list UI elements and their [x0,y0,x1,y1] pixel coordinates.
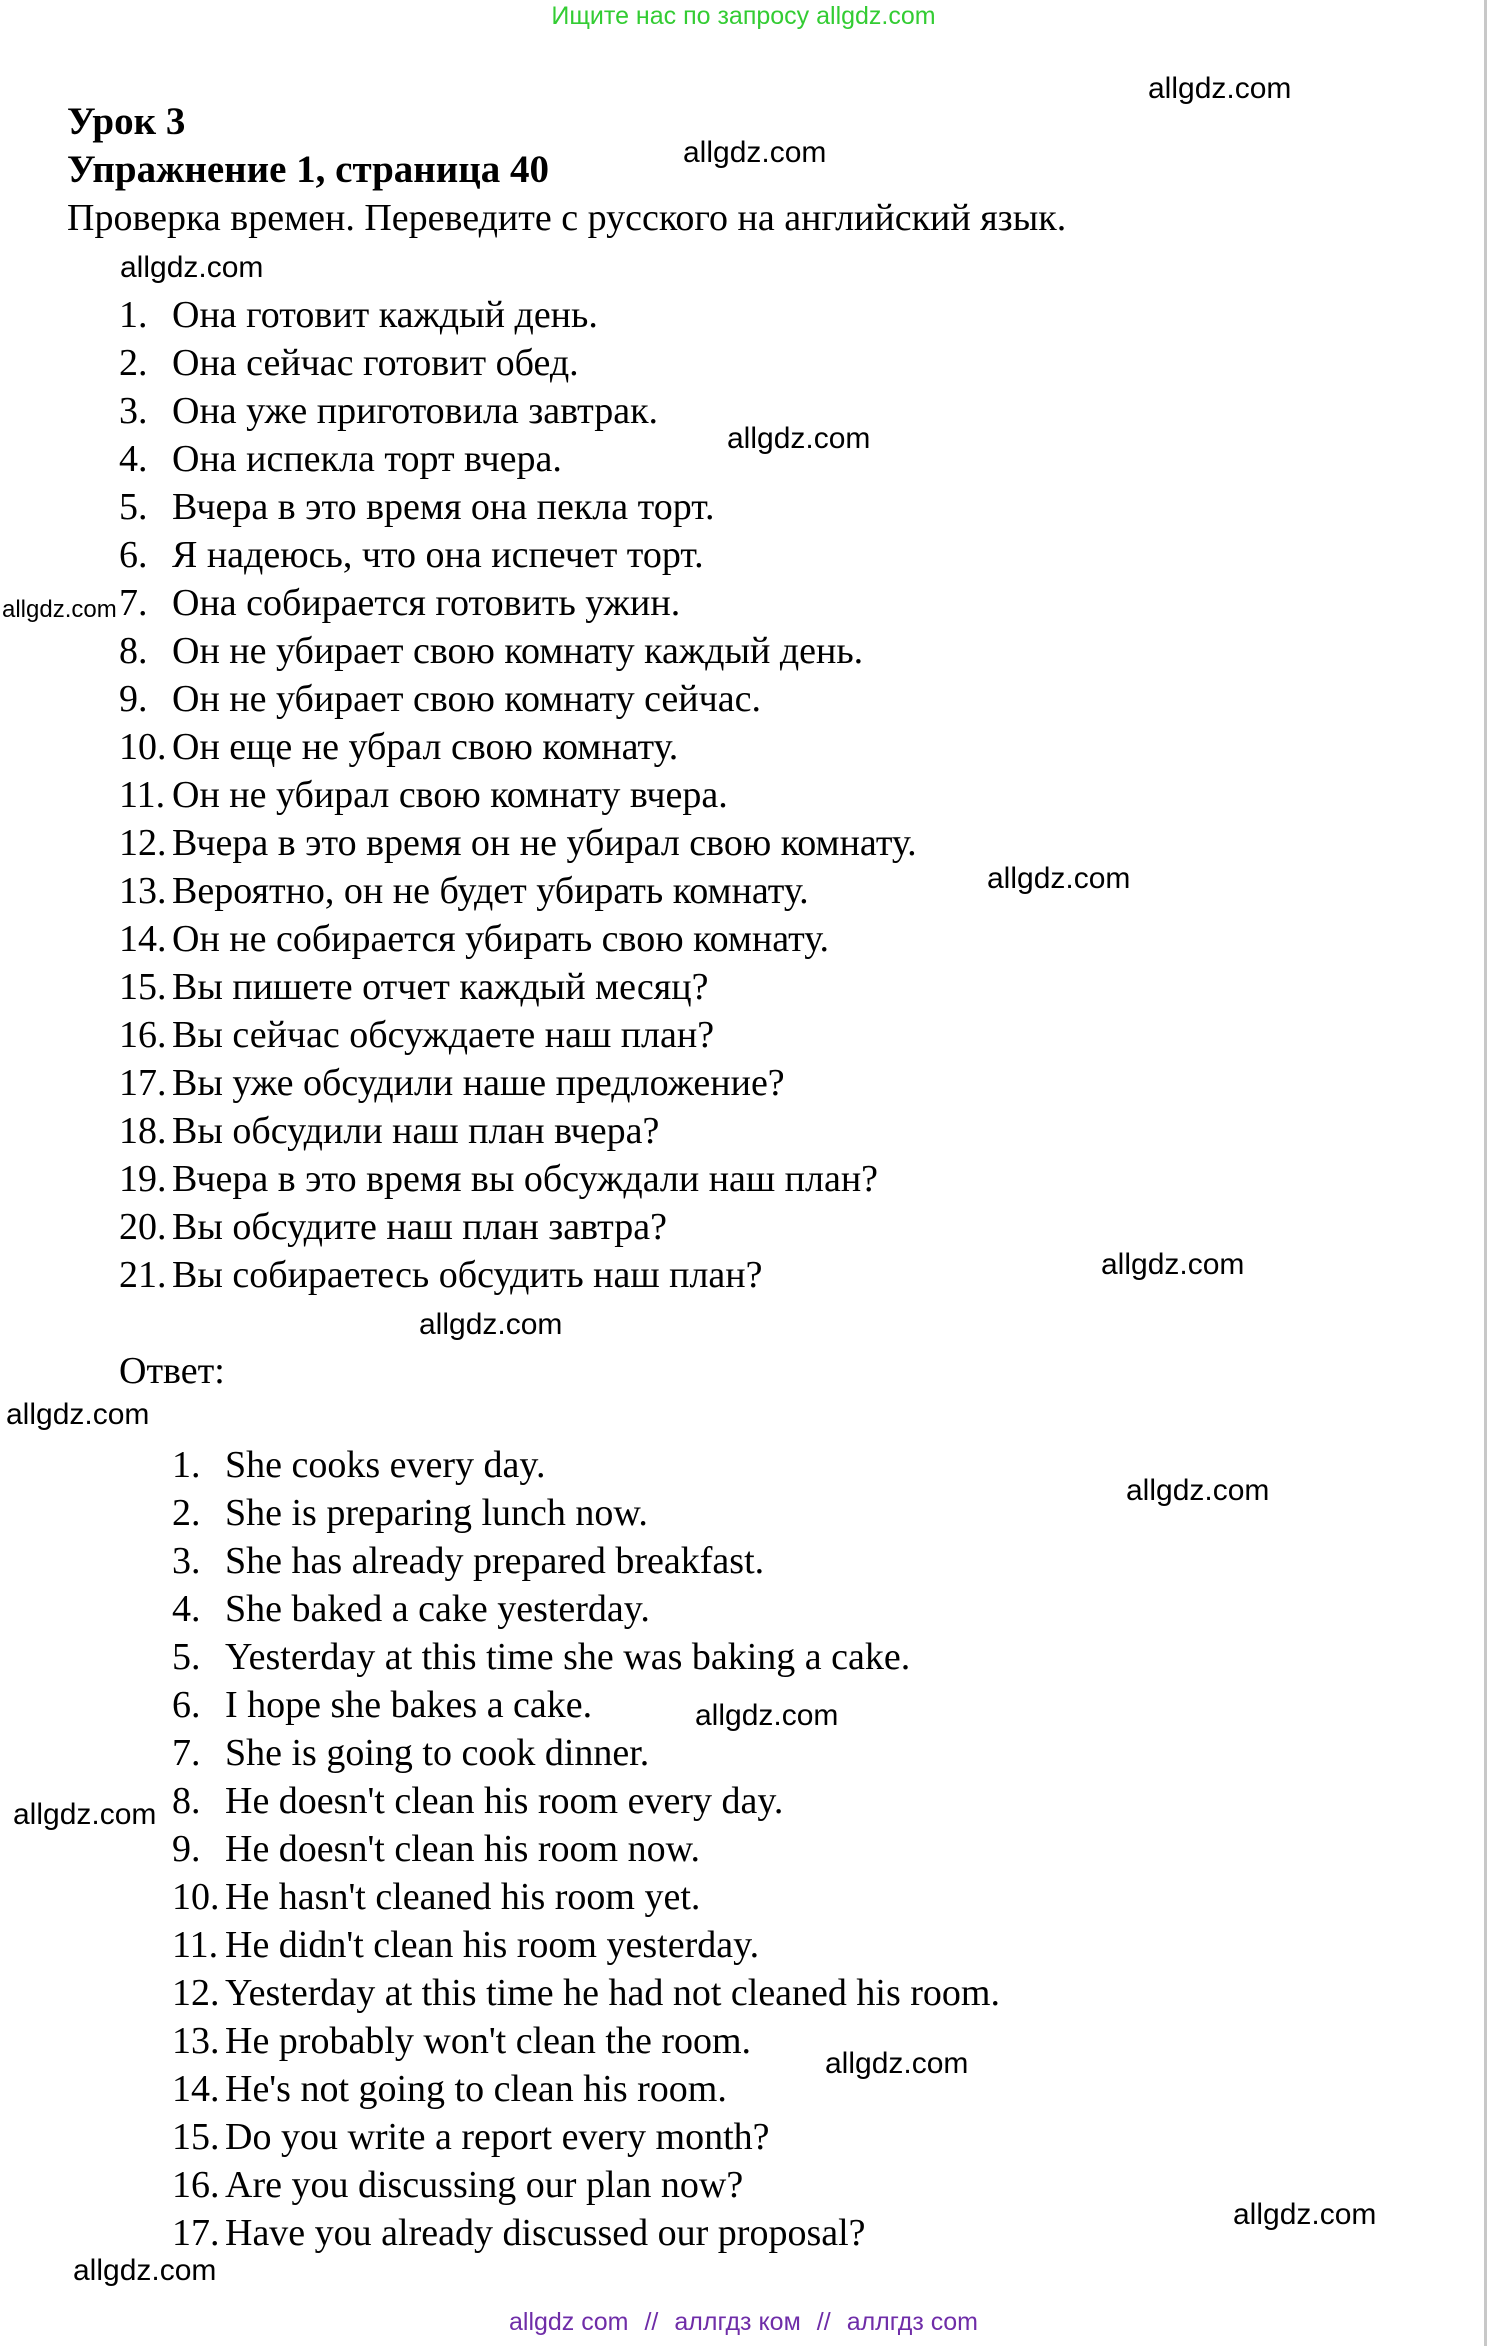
question-item-text: Он не убирает свою комнату сейчас. [172,678,761,720]
watermark: allgdz.com [120,251,264,284]
answer-item [172,2161,1000,2209]
answer-item-text: She cooks every day. [225,1444,546,1486]
answer-item-text: Do you write a report every month? [225,2116,770,2158]
question-item-text: Вы обсудили наш план вчера? [172,1110,660,1152]
answer-item-text: He probably won't clean the room. [225,2020,752,2062]
question-item-number: 16. [119,1014,167,1056]
question-item-number: 8. [119,630,148,672]
question-item-number: 21. [119,1254,167,1296]
question-item [119,1251,917,1299]
question-item [119,1059,917,1107]
answer-item-text: She is going to cook dinner. [225,1732,650,1774]
question-item-text: Вы собираетесь обсудить наш план? [172,1254,763,1296]
question-item-text: Он не собирается убирать свою комнату. [172,918,829,960]
answer-item-number: 9. [172,1828,201,1870]
question-item-text: Вы пишете отчет каждый месяц? [172,966,709,1008]
top-banner[interactable]: Ищите нас по запросу allgdz.com [551,2,936,30]
question-item [119,1011,917,1059]
question-item-number: 4. [119,438,148,480]
question-item-number: 9. [119,678,148,720]
watermark: allgdz.com [727,422,871,455]
question-item-text: Он не убирает свою комнату каждый день. [172,630,864,672]
bottom-link-allgdz[interactable]: allgdz com [508,2308,629,2336]
watermark: allgdz.com [13,1798,157,1831]
answer-item-number: 16. [172,2164,220,2206]
answer-item [172,1681,1000,1729]
bottom-link-allgdz-ru[interactable]: аллгдз ком [674,2308,801,2336]
answer-item-number: 8. [172,1780,201,1822]
question-item-number: 15. [119,966,167,1008]
question-item-text: Вы сейчас обсуждаете наш план? [172,1014,715,1056]
question-item-text: Она сейчас готовит обед. [172,342,579,384]
watermark: allgdz.com [1101,1248,1245,1281]
answer-item [172,1537,1000,1585]
question-item-number: 13. [119,870,167,912]
answer-item-number: 14. [172,2068,220,2110]
question-item [119,1203,917,1251]
answer-item [172,1825,1000,1873]
answer-item [172,1585,1000,1633]
answer-item-text: She is preparing lunch now. [225,1492,648,1534]
answer-item-text: She has already prepared breakfast. [225,1540,765,1582]
answer-list [172,1441,1000,2257]
question-item-text: Вы обсудите наш план завтра? [172,1206,667,1248]
instruction-text: Проверка времен. Переведите с русского на английский язык. [67,197,1067,239]
question-item-text: Вчера в это время он не убирал свою комнату. [172,822,917,864]
watermark: allgdz.com [695,1699,839,1732]
question-item [119,483,917,531]
question-item-number: 19. [119,1158,167,1200]
answer-item [172,1729,1000,1777]
question-item [119,579,917,627]
watermark: allgdz.com [2,596,117,623]
watermark: allgdz.com [1126,1474,1270,1507]
question-item-number: 11. [119,774,166,816]
question-item [119,339,917,387]
question-item-text: Вчера в это время вы обсуждали наш план? [172,1158,879,1200]
question-item-number: 10. [119,726,167,768]
watermark: allgdz.com [73,2254,217,2287]
watermark: allgdz.com [825,2047,969,2080]
answer-item-number: 4. [172,1588,201,1630]
answer-item-number: 7. [172,1732,201,1774]
watermark: allgdz.com [987,862,1131,895]
answer-item [172,1633,1000,1681]
answer-item-number: 2. [172,1492,201,1534]
answer-item-text: Yesterday at this time she was baking a cake. [225,1636,911,1678]
question-item-number: 5. [119,486,148,528]
watermark: allgdz.com [1233,2198,1377,2231]
question-item-text: Я надеюсь, что она испечет торт. [172,534,704,576]
watermark: allgdz.com [683,136,827,169]
bottom-link-allgdz-com-ru[interactable]: аллгдз com [846,2308,978,2336]
answer-item [172,2113,1000,2161]
question-item-text: Вы уже обсудили наше предложение? [172,1062,785,1104]
question-item [119,1107,917,1155]
question-item [119,291,917,339]
answer-item-text: He hasn't cleaned his room yet. [225,1876,701,1918]
question-item-text: Она готовит каждый день. [172,294,598,336]
answer-item-text: He didn't clean his room yesterday. [225,1924,760,1966]
bottom-separator: // [644,2308,659,2336]
question-item-number: 12. [119,822,167,864]
answer-item-number: 11. [172,1924,219,1966]
bottom-banner [0,2308,1487,2337]
question-item [119,723,917,771]
exercise-title: Упражнение 1, страница 40 [67,148,549,191]
answer-item-number: 5. [172,1636,201,1678]
bottom-separator: // [816,2308,831,2336]
answer-item [172,1441,1000,1489]
answer-item [172,2209,1000,2257]
question-item [119,675,917,723]
question-item-number: 17. [119,1062,167,1104]
answer-item-text: He doesn't clean his room now. [225,1828,701,1870]
question-item [119,867,917,915]
question-item-text: Вчера в это время она пекла торт. [172,486,715,528]
answer-item-text: I hope she bakes a cake. [225,1684,593,1726]
question-item-number: 3. [119,390,148,432]
answer-item-number: 6. [172,1684,201,1726]
answer-item-number: 15. [172,2116,220,2158]
answer-item-number: 1. [172,1444,201,1486]
question-item-text: Она испекла торт вчера. [172,438,562,480]
question-item [119,819,917,867]
answer-item-text: He's not going to clean his room. [225,2068,727,2110]
watermark: allgdz.com [1148,72,1292,105]
lesson-title: Урок 3 [67,100,186,143]
question-item [119,963,917,1011]
question-item-number: 1. [119,294,148,336]
question-item-number: 2. [119,342,148,384]
answer-item-text: Have you already discussed our proposal? [225,2212,866,2254]
watermark: allgdz.com [6,1398,150,1431]
answer-item [172,1921,1000,1969]
answer-item-number: 3. [172,1540,201,1582]
question-item-number: 20. [119,1206,167,1248]
question-item-number: 6. [119,534,148,576]
question-item [119,771,917,819]
answer-label: Ответ: [119,1350,225,1392]
question-item-number: 14. [119,918,167,960]
question-item-text: Она собирается готовить ужин. [172,582,681,624]
answer-item-number: 10. [172,1876,220,1918]
answer-item [172,1777,1000,1825]
question-item-text: Она уже приготовила завтрак. [172,390,659,432]
answer-item-number: 13. [172,2020,220,2062]
answer-item-text: Yesterday at this time he had not cleaned his room. [225,1972,1000,2014]
answer-item-number: 12. [172,1972,220,2014]
answer-item [172,1873,1000,1921]
answer-item-number: 17. [172,2212,220,2254]
question-item [119,915,917,963]
answer-item-text: She baked a cake yesterday. [225,1588,650,1630]
answer-item [172,1969,1000,2017]
answer-item [172,1489,1000,1537]
answer-item-text: Are you discussing our plan now? [225,2164,744,2206]
question-item [119,1155,917,1203]
question-item-text: Он не убирал свою комнату вчера. [172,774,728,816]
question-item-number: 7. [119,582,148,624]
question-item-number: 18. [119,1110,167,1152]
question-item [119,531,917,579]
question-item-text: Вероятно, он не будет убирать комнату. [172,870,809,912]
question-item [119,627,917,675]
watermark: allgdz.com [419,1308,563,1341]
answer-item-text: He doesn't clean his room every day. [225,1780,784,1822]
question-item-text: Он еще не убрал свою комнату. [172,726,679,768]
